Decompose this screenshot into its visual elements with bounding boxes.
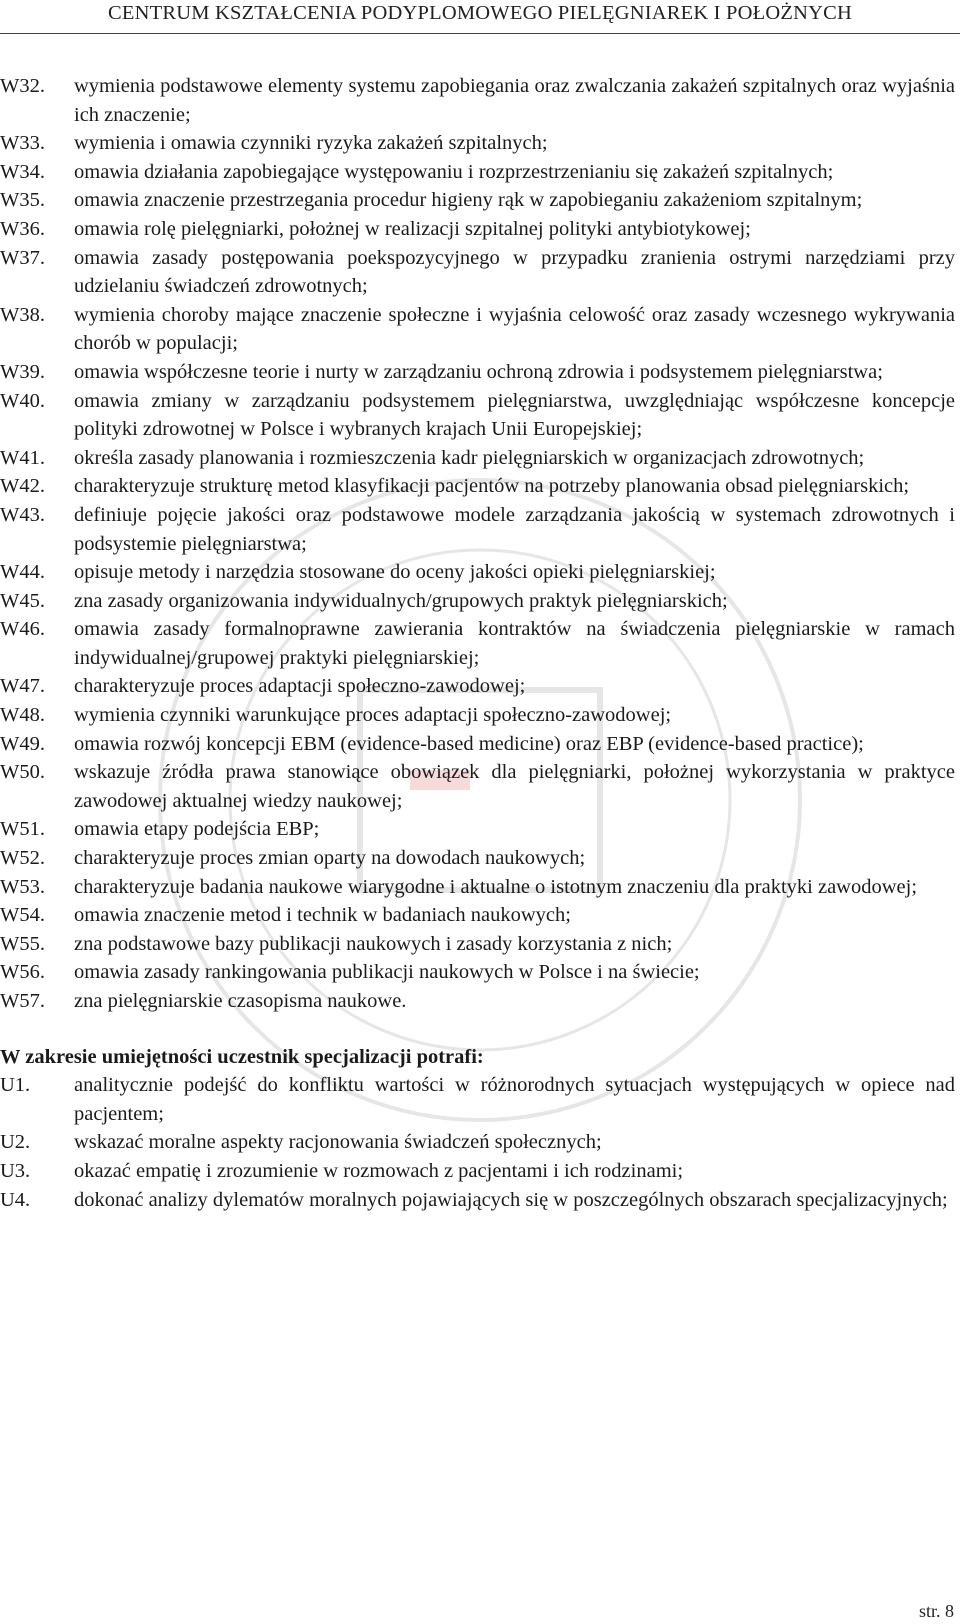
outcome-item: [0, 358, 955, 387]
outcome-text: opisuje metody i narzędzia stosowane do oceny jakości opieki pielęgniarskiej;: [74, 561, 716, 584]
outcome-text: omawia etapy podejścia EBP;: [74, 818, 320, 841]
outcome-code: W53.: [0, 875, 45, 898]
outcome-item: [0, 387, 955, 444]
outcome-text: analitycznie podejść do konfliktu wartości w różnorodnych sytuacjach występujących w opiece nad pacjentem;: [74, 1074, 955, 1125]
outcome-code: W37.: [0, 246, 45, 269]
page-number: str. 8: [918, 1601, 954, 1621]
outcome-text: zna zasady organizowania indywidualnych/grupowych praktyk pielęgniarskich;: [74, 589, 728, 612]
outcome-text: omawia zmiany w zarządzaniu podsystemem pielęgniarstwa, uwzględniając współczesne koncepcje polityki zdrowotnej w Polsce i wybranych krajach Unii Europejskiej;: [74, 389, 955, 441]
outcome-item: [0, 1186, 955, 1215]
outcome-text: charakteryzuje proces adaptacji społeczno-zawodowej;: [74, 675, 526, 698]
skills-section-heading: W zakresie umiejętności uczestnik specjalizacji potrafi:: [0, 1045, 484, 1068]
outcome-code: W45.: [0, 589, 45, 612]
outcome-code: U4.: [0, 1188, 31, 1211]
outcome-code: W46.: [0, 618, 45, 641]
outcome-code: W41.: [0, 446, 45, 469]
outcome-item: [0, 301, 955, 358]
outcome-code: W51.: [0, 818, 45, 841]
outcome-code: W40.: [0, 389, 45, 412]
outcome-code: W52.: [0, 847, 45, 870]
outcome-text: omawia działania zapobiegające występowaniu i rozprzestrzenianiu się zakażeń szpitalnych;: [74, 160, 834, 183]
header-divider: [0, 33, 960, 34]
outcome-item: [0, 215, 955, 244]
outcome-text: wymienia i omawia czynniki ryzyka zakażeń szpitalnych;: [74, 132, 548, 155]
outcome-item: [0, 72, 955, 129]
outcome-text: charakteryzuje badania naukowe wiarygodne i aktualne o istotnym znaczeniu dla praktyki zawodowej;: [74, 875, 918, 898]
outcome-text: zna pielęgniarskie czasopisma naukowe.: [74, 990, 407, 1012]
document-body: [0, 72, 955, 1214]
outcome-text: wymienia podstawowe elementy systemu zapobiegania oraz zwalczania zakażeń szpitalnych oraz wyjaśnia ich znaczenie;: [74, 75, 955, 126]
outcome-text: określa zasady planowania i rozmieszczenia kadr pielęgniarskich w organizacjach zdrowotnych;: [74, 446, 865, 469]
outcome-code: W44.: [0, 561, 45, 584]
outcome-item: [0, 987, 955, 1016]
outcome-text: wskazuje źródła prawa stanowiące obowiązek dla pielęgniarki, położnej wykorzystania w praktyce zawodowej aktualnej wiedzy naukowej;: [74, 761, 955, 812]
outcome-text: charakteryzuje proces zmian oparty na dowodach naukowych;: [74, 847, 586, 870]
knowledge-outcomes-list: [0, 72, 955, 1016]
outcome-item: [0, 158, 955, 187]
outcome-item: [0, 186, 955, 215]
outcome-item: [0, 501, 955, 558]
outcome-item: [0, 129, 955, 158]
outcome-text: omawia zasady postępowania poekspozycyjnego w przypadku zranienia ostrymi narzędziami przy udzielaniu świadczeń zdrowotnych;: [74, 246, 955, 298]
outcome-code: W36.: [0, 217, 45, 240]
outcome-code: W35.: [0, 189, 45, 212]
outcome-text: omawia znaczenie metod i technik w badaniach naukowych;: [74, 904, 571, 927]
outcome-text: zna podstawowe bazy publikacji naukowych i zasady korzystania z nich;: [74, 932, 673, 955]
outcome-text: dokonać analizy dylematów moralnych pojawiających się w poszczególnych obszarach specjalizacyjnych;: [74, 1188, 948, 1211]
outcome-item: [0, 930, 955, 959]
outcome-code: W34.: [0, 160, 45, 183]
outcome-code: W32.: [0, 75, 45, 97]
outcome-text: omawia zasady formalnoprawne zawierania kontraktów na świadczenia pielęgniarskie w ramach indywidualnej/grupowej praktyki pielęgniarskiej;: [74, 618, 955, 669]
outcome-text: wskazać moralne aspekty racjonowania świadczeń społecznych;: [74, 1131, 602, 1154]
outcome-code: W48.: [0, 704, 45, 727]
outcome-item: [0, 472, 955, 501]
outcome-code: U2.: [0, 1131, 31, 1154]
outcome-item: [0, 958, 955, 987]
outcome-item: [0, 587, 955, 616]
outcome-text: omawia współczesne teorie i nurty w zarządzaniu ochroną zdrowia i podsystemem pielęgniarstwa;: [74, 360, 883, 383]
outcome-item: [0, 558, 955, 587]
outcome-code: W54.: [0, 904, 45, 927]
outcome-code: U3.: [0, 1159, 31, 1182]
outcome-code: W50.: [0, 761, 45, 784]
outcome-item: [0, 901, 955, 930]
outcome-code: W47.: [0, 675, 45, 698]
outcome-item: [0, 758, 955, 815]
outcome-code: W56.: [0, 961, 45, 984]
outcome-text: omawia rozwój koncepcji EBM (evidence-based medicine) oraz EBP (evidence-based practice);: [74, 732, 864, 755]
outcome-code: U1.: [0, 1074, 31, 1097]
outcome-item: [0, 701, 955, 730]
outcome-item: [0, 1128, 955, 1157]
outcome-item: [0, 730, 955, 759]
outcome-item: [0, 672, 955, 701]
page-header: CENTRUM KSZTAŁCENIA PODYPLOMOWEGO PIELĘGNIAREK I POŁOŻNYCH: [108, 2, 852, 24]
outcome-text: omawia rolę pielęgniarki, położnej w realizacji szpitalnej polityki antybiotykowej;: [74, 217, 751, 240]
outcome-text: omawia zasady rankingowania publikacji naukowych w Polsce i na świecie;: [74, 961, 700, 984]
outcome-text: charakteryzuje strukturę metod klasyfikacji pacjentów na potrzeby planowania obsad pielęgniarskich;: [74, 475, 910, 498]
outcome-text: wymienia czynniki warunkujące proces adaptacji społeczno-zawodowej;: [74, 704, 672, 727]
skills-outcomes-list: [0, 1071, 955, 1214]
outcome-code: W49.: [0, 732, 45, 755]
outcome-item: [0, 244, 955, 301]
outcome-code: W39.: [0, 360, 45, 383]
outcome-code: W38.: [0, 303, 45, 326]
outcome-code: W43.: [0, 503, 45, 526]
outcome-item: [0, 1071, 955, 1128]
outcome-text: okazać empatię i zrozumienie w rozmowach z pacjentami i ich rodzinami;: [74, 1159, 684, 1182]
outcome-item: [0, 444, 955, 473]
outcome-code: W57.: [0, 990, 45, 1012]
outcome-item: [0, 844, 955, 873]
outcome-text: wymienia choroby mające znaczenie społeczne i wyjaśnia celowość oraz zasady wczesnego wykrywania chorób w populacji;: [74, 303, 955, 355]
outcome-code: W55.: [0, 932, 45, 955]
outcome-text: omawia znaczenie przestrzegania procedur higieny rąk w zapobieganiu zakażeniom szpitalnym;: [74, 189, 863, 212]
outcome-item: [0, 815, 955, 844]
outcome-item: [0, 1157, 955, 1186]
outcome-code: W42.: [0, 475, 45, 498]
outcome-text: definiuje pojęcie jakości oraz podstawowe modele zarządzania jakością w systemach zdrowotnych i podsystemie pielęgniarstwa;: [74, 503, 955, 555]
outcome-item: [0, 873, 955, 902]
outcome-code: W33.: [0, 132, 45, 155]
outcome-item: [0, 615, 955, 672]
